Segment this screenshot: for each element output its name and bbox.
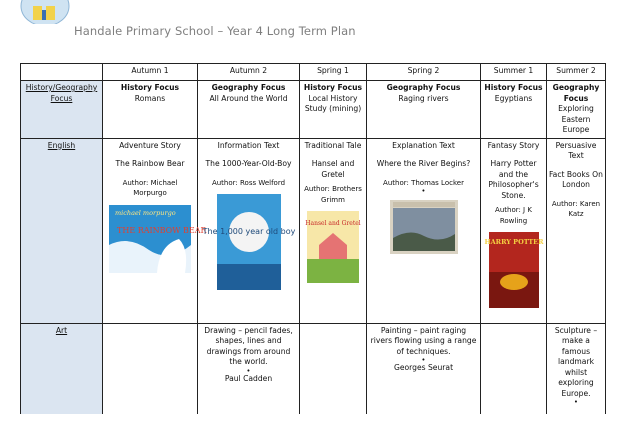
focus-row-label [21,81,103,139]
author: Author: Michael Morpurgo [122,178,178,197]
art-cell-spring-1 [300,323,367,414]
school-logo [20,0,70,28]
art-artist: Georges Seurat [393,363,454,372]
focus-cell-autumn-1 [103,81,198,139]
book-title: Harry Potter and the Philosopher's Stone. [488,159,539,200]
book-title: The Rainbow Bear [115,159,185,168]
art-cell-autumn-1 [103,323,198,414]
author: Author: Ross Welford [211,178,286,187]
hansel-and-gretel-cover-image [307,211,359,283]
header-row [21,64,606,81]
english-cell-autumn-2 [198,138,300,323]
genre: Information Text [217,140,280,150]
cover-title-text: The 1,000 year old boy [202,227,295,236]
art-row-label [21,323,103,414]
english-row [21,138,606,323]
art-label-text: Art [55,325,68,335]
focus-cell-spring-2 [367,81,481,139]
genre: Fantasy Story [487,140,540,150]
focus-heading: History Focus [120,83,180,92]
focus-topic: Egyptians [494,93,533,103]
focus-topic: Exploring Eastern Europe [558,104,594,134]
header-spring-2: Spring 2 [367,64,481,81]
cover-title-text: HARRY POTTER [483,238,544,246]
english-row-label [21,138,103,323]
focus-heading: Geography Focus [211,83,286,92]
bullet-icon: • [421,356,426,364]
focus-label-text: History/Geography Focus [25,83,98,103]
header-autumn-1: Autumn 1 [103,64,198,81]
focus-heading: History Focus [303,83,363,92]
genre: Persuasive Text [555,140,597,160]
art-cell-summer-2 [547,323,606,414]
focus-row [21,81,606,139]
art-row [21,323,606,414]
english-cell-summer-2 [547,138,606,323]
focus-topic: All Around the World [209,93,288,103]
genre: Explanation Text [392,140,455,150]
focus-topic: Local History Study (mining) [304,93,362,113]
header-summer-1: Summer 1 [481,64,547,81]
header-corner [21,64,103,81]
focus-cell-summer-2 [547,81,606,139]
rainbow-bear-cover-image [109,205,207,273]
focus-cell-spring-1 [300,81,367,139]
book-title: The 1000-Year-Old-Boy [205,159,292,168]
long-term-plan-table [20,63,606,414]
genre: Traditional Tale [304,140,362,150]
author: Author: Karen Katz [551,199,601,218]
focus-heading: Geography Focus [386,83,461,92]
english-cell-spring-1 [300,138,367,323]
book-title: Hansel and Gretel [311,159,355,179]
bullet-icon: • [246,366,251,375]
art-activity: Painting – paint raging rivers flowing using a range of techniques. [370,325,477,356]
author: Author: Brothers Grimm [304,185,362,204]
art-activity: Drawing – pencil fades, shapes, lines and drawings from around the world. [204,325,293,366]
art-cell-summer-1 [481,323,547,414]
art-cell-autumn-2 [198,323,300,414]
document-title: Handale Primary School – Year 4 Long Term Plan [74,24,356,38]
book-title: Where the River Begins? [376,159,471,168]
genre: Adventure Story [119,140,181,150]
cover-title-text: THE RAINBOW BEAR [117,225,207,235]
book-title: Fact Books On London [549,169,603,189]
english-cell-summer-1 [481,138,547,323]
focus-heading: History Focus [484,83,543,92]
focus-heading: Geography Focus [552,83,600,103]
author: Author: Thomas Locker [383,178,464,187]
focus-cell-summer-1 [481,81,547,139]
art-activity: Sculpture – make a famous landmark whilst exploring Europe. [554,325,598,398]
harry-potter-cover-image [483,232,544,308]
header-autumn-2: Autumn 2 [198,64,300,81]
thousand-year-old-boy-cover-image [202,194,295,290]
bullet-icon: • [421,187,426,195]
header-summer-2: Summer 2 [547,64,606,81]
focus-topic: Raging rivers [398,93,449,103]
author: Author: J K Rowling [495,206,532,225]
where-the-river-begins-cover-image [390,200,458,254]
focus-topic: Romans [134,93,166,103]
focus-cell-autumn-2 [198,81,300,139]
bullet-icon: • [573,398,579,406]
cover-title-text: Hansel and Gretel [305,220,361,227]
english-label-text: English [47,140,76,150]
art-cell-spring-2 [367,323,481,414]
header-spring-1: Spring 1 [300,64,367,81]
english-cell-spring-2 [367,138,481,323]
art-artist: Paul Cadden [224,373,273,383]
english-cell-autumn-1 [103,138,207,323]
cover-author-text: michael morpurgo [115,208,176,217]
